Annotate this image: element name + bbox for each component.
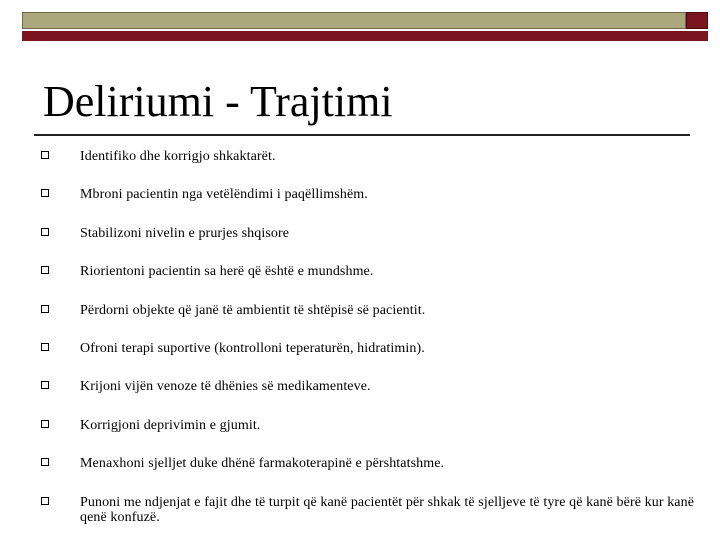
bullet-text: Mbroni pacientin nga vetëlëndimi i paqëllimshëm. [80, 187, 368, 202]
bullet-text: Identifiko dhe korrigjo shkaktarët. [80, 149, 276, 164]
bullet-text: Përdorni objekte që janë të ambientit të shtëpisë së pacientit. [80, 303, 426, 318]
square-bullet-icon [41, 458, 49, 466]
square-bullet-icon [41, 189, 49, 197]
square-bullet-icon [41, 497, 49, 505]
square-bullet-icon [41, 305, 49, 313]
slide-title: Deliriumi - Trajtimi [43, 77, 393, 126]
square-bullet-icon [41, 151, 49, 159]
square-bullet-icon [41, 228, 49, 236]
bullet-text: Riorientoni pacientin sa herë që është e mundshme. [80, 264, 374, 279]
square-bullet-icon [41, 381, 49, 389]
square-bullet-icon [41, 420, 49, 428]
square-bullet-icon [41, 266, 49, 274]
bullet-text: Punoni me ndjenjat e fajit dhe të turpit që kanë pacientët për shkak të sjelljeve të tyre që kanë bërë kur kanë qenë konfuzë. [80, 495, 695, 525]
bullet-text: Stabilizoni nivelin e prurjes shqisore [80, 226, 290, 241]
square-bullet-icon [41, 343, 49, 351]
bullet-text: Ofroni terapi suportive (kontrolloni teperaturën, hidratimin). [80, 341, 425, 356]
bullet-text: Menaxhoni sjelljet duke dhënë farmakoterapinë e përshtatshme. [80, 456, 445, 471]
bullet-text: Korrigjoni deprivimin e gjumit. [80, 418, 261, 433]
bullet-text: Krijoni vijën venoze të dhënies së medikamenteve. [80, 379, 371, 394]
